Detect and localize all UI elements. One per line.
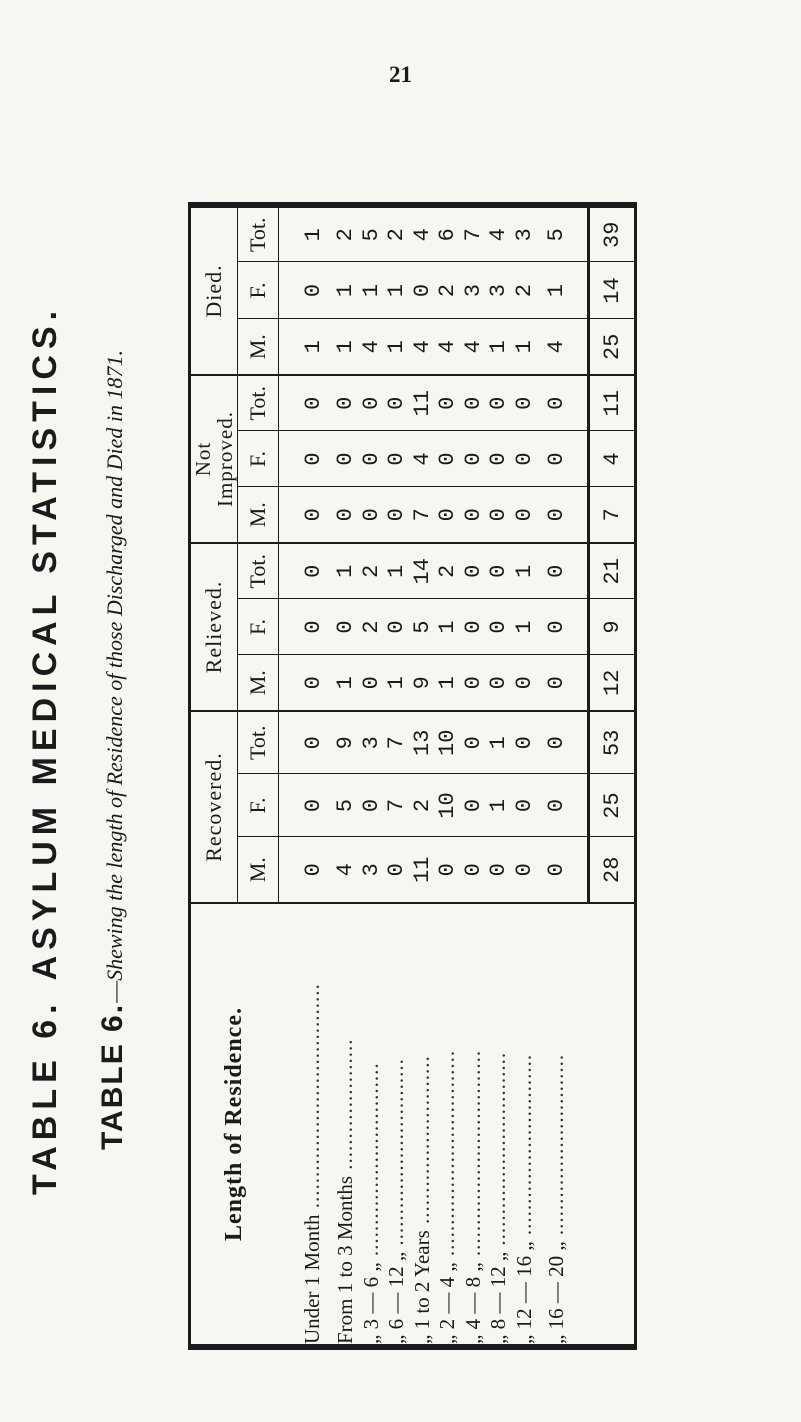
subheader-tot: Tot. bbox=[238, 205, 279, 262]
group-not-improved bbox=[190, 375, 238, 543]
dot-leader: ................................. bbox=[460, 1049, 485, 1263]
row-label-cell bbox=[486, 903, 512, 1347]
cell-rec-f: 0 bbox=[512, 774, 538, 837]
cell-rel-tot: 2 bbox=[435, 543, 461, 599]
total-rel-f: 9 bbox=[589, 599, 636, 655]
row-label-cell bbox=[461, 903, 487, 1347]
cell-rel-m: 0 bbox=[359, 655, 385, 711]
cell-rec-m: 0 bbox=[537, 837, 589, 903]
table-row bbox=[486, 205, 512, 1347]
cell-died-f: 1 bbox=[537, 262, 589, 319]
subheader-m: M. bbox=[238, 655, 279, 711]
cell-rec-tot: 3 bbox=[359, 711, 385, 774]
subheader-tot: Tot. bbox=[238, 711, 279, 774]
cell-ni-m: 0 bbox=[333, 487, 359, 543]
cell-rel-m: 0 bbox=[486, 655, 512, 711]
table-label-repeat: TABLE 6. bbox=[96, 1002, 129, 1151]
dot-leader: ............................. bbox=[511, 1053, 536, 1242]
total-rec-f: 25 bbox=[589, 774, 636, 837]
cell-ni-f: 0 bbox=[435, 431, 461, 487]
cell-ni-tot: 0 bbox=[537, 375, 589, 431]
dot-leader: ............................... bbox=[486, 1051, 511, 1252]
cell-ni-tot: 0 bbox=[384, 375, 410, 431]
cell-ni-m: 0 bbox=[279, 487, 334, 543]
cell-rec-m: 3 bbox=[359, 837, 385, 903]
cell-died-m: 1 bbox=[486, 319, 512, 375]
total-rel-tot: 21 bbox=[589, 543, 636, 599]
row-label-cell bbox=[279, 903, 334, 1347]
total-rec-m: 28 bbox=[589, 837, 636, 903]
table-row bbox=[461, 205, 487, 1347]
table-row bbox=[384, 205, 410, 1347]
cell-rec-f: 1 bbox=[486, 774, 512, 837]
table-heading-text: ASYLUM MEDICAL STATISTICS. bbox=[26, 304, 64, 981]
row-label: „ 3 — 6 „ bbox=[358, 1262, 383, 1344]
group-not-improved-line1: Not bbox=[191, 441, 215, 477]
cell-died-m: 1 bbox=[333, 319, 359, 375]
cell-rel-tot: 0 bbox=[537, 543, 589, 599]
row-label-cell bbox=[410, 903, 436, 1347]
cell-rec-f: 2 bbox=[410, 774, 436, 837]
cell-rec-m: 0 bbox=[512, 837, 538, 903]
cell-died-tot: 6 bbox=[435, 205, 461, 262]
cell-died-tot: 3 bbox=[512, 205, 538, 262]
cell-rel-f: 0 bbox=[537, 599, 589, 655]
cell-ni-tot: 0 bbox=[486, 375, 512, 431]
cell-ni-tot: 0 bbox=[461, 375, 487, 431]
cell-rel-m: 0 bbox=[279, 655, 334, 711]
cell-rel-tot: 0 bbox=[461, 543, 487, 599]
subheader-m: M. bbox=[238, 487, 279, 543]
cell-ni-tot: 11 bbox=[410, 375, 436, 431]
length-header: Length of Residence. bbox=[221, 1007, 248, 1241]
table-row bbox=[359, 205, 385, 1347]
dot-leader: ................................. bbox=[435, 1049, 460, 1263]
cell-died-m: 4 bbox=[461, 319, 487, 375]
table-body bbox=[279, 205, 636, 1347]
cell-rec-m: 0 bbox=[486, 837, 512, 903]
cell-rec-m: 0 bbox=[384, 837, 410, 903]
total-died-m: 25 bbox=[589, 319, 636, 375]
cell-rel-tot: 1 bbox=[512, 543, 538, 599]
cell-ni-f: 0 bbox=[384, 431, 410, 487]
cell-ni-tot: 0 bbox=[279, 375, 334, 431]
cell-rec-f: 0 bbox=[461, 774, 487, 837]
cell-died-f: 2 bbox=[435, 262, 461, 319]
total-died-tot: 39 bbox=[589, 205, 636, 262]
cell-rel-m: 0 bbox=[537, 655, 589, 711]
totals-label-cell bbox=[589, 903, 636, 1347]
cell-died-tot: 2 bbox=[333, 205, 359, 262]
dot-leader: ............................. bbox=[544, 1053, 569, 1242]
cell-rec-tot: 0 bbox=[537, 711, 589, 774]
table-row bbox=[512, 205, 538, 1347]
row-label: „ 12 — 16 „ bbox=[511, 1241, 536, 1344]
cell-died-m: 1 bbox=[279, 319, 334, 375]
cell-ni-f: 0 bbox=[486, 431, 512, 487]
cell-died-tot: 5 bbox=[359, 205, 385, 262]
cell-rel-tot: 0 bbox=[486, 543, 512, 599]
cell-died-f: 0 bbox=[279, 262, 334, 319]
cell-rel-m: 9 bbox=[410, 655, 436, 711]
cell-rel-f: 1 bbox=[435, 599, 461, 655]
cell-rec-tot: 0 bbox=[461, 711, 487, 774]
cell-died-m: 4 bbox=[359, 319, 385, 375]
subheader-tot: Tot. bbox=[238, 375, 279, 431]
cell-died-tot: 4 bbox=[410, 205, 436, 262]
cell-rel-f: 5 bbox=[410, 599, 436, 655]
cell-rec-m: 0 bbox=[435, 837, 461, 903]
cell-rec-tot: 0 bbox=[279, 711, 334, 774]
group-died: Died. bbox=[190, 205, 238, 375]
cell-rec-tot: 13 bbox=[410, 711, 436, 774]
subheader-m: M. bbox=[238, 837, 279, 903]
cell-ni-f: 0 bbox=[359, 431, 385, 487]
cell-rec-f: 0 bbox=[537, 774, 589, 837]
cell-died-f: 1 bbox=[384, 262, 410, 319]
cell-ni-m: 0 bbox=[384, 487, 410, 543]
table-subtitle bbox=[96, 130, 130, 1370]
subheader-f: F. bbox=[238, 599, 279, 655]
page-number: 21 bbox=[389, 62, 412, 87]
row-label: „ 8 — 12 „ bbox=[486, 1251, 511, 1344]
table-row bbox=[279, 205, 334, 1347]
cell-died-tot: 2 bbox=[384, 205, 410, 262]
cell-ni-tot: 0 bbox=[435, 375, 461, 431]
row-label: From 1 to 3 Months bbox=[333, 1175, 358, 1344]
cell-died-tot: 1 bbox=[279, 205, 334, 262]
cell-ni-m: 0 bbox=[359, 487, 385, 543]
cell-rel-f: 0 bbox=[486, 599, 512, 655]
table-row bbox=[537, 205, 589, 1347]
table-heading bbox=[26, 130, 65, 1370]
cell-died-m: 4 bbox=[537, 319, 589, 375]
cell-died-f: 1 bbox=[359, 262, 385, 319]
cell-rel-m: 1 bbox=[384, 655, 410, 711]
cell-rel-tot: 1 bbox=[333, 543, 359, 599]
dot-leader: ..................... bbox=[333, 1038, 358, 1176]
row-label: „ 4 — 8 „ bbox=[460, 1262, 485, 1344]
cell-rec-f: 7 bbox=[384, 774, 410, 837]
cell-rec-m: 0 bbox=[279, 837, 334, 903]
cell-ni-f: 0 bbox=[333, 431, 359, 487]
row-label-cell bbox=[512, 903, 538, 1347]
cell-died-f: 2 bbox=[512, 262, 538, 319]
row-label-cell bbox=[359, 903, 385, 1347]
table-row bbox=[333, 205, 359, 1347]
row-label: „ 2 — 4 „ bbox=[435, 1262, 460, 1344]
cell-rel-f: 2 bbox=[359, 599, 385, 655]
cell-ni-tot: 0 bbox=[512, 375, 538, 431]
cell-rel-f: 0 bbox=[461, 599, 487, 655]
subtitle-text: Shewing the length of Residence of those Discharged and Died in 1871. bbox=[102, 349, 127, 981]
table-row bbox=[410, 205, 436, 1347]
dot-leader: .................................... bbox=[300, 983, 325, 1215]
table-row bbox=[435, 205, 461, 1347]
cell-rel-f: 1 bbox=[512, 599, 538, 655]
cell-rel-tot: 14 bbox=[410, 543, 436, 599]
row-label-cell bbox=[333, 903, 359, 1347]
cell-rel-tot: 2 bbox=[359, 543, 385, 599]
cell-died-m: 4 bbox=[435, 319, 461, 375]
cell-rec-m: 0 bbox=[461, 837, 487, 903]
total-ni-m: 7 bbox=[589, 487, 636, 543]
cell-rec-tot: 0 bbox=[512, 711, 538, 774]
total-ni-f: 4 bbox=[589, 431, 636, 487]
row-label-cell bbox=[384, 903, 410, 1347]
cell-rec-tot: 7 bbox=[384, 711, 410, 774]
cell-rel-tot: 0 bbox=[279, 543, 334, 599]
cell-rec-f: 0 bbox=[359, 774, 385, 837]
total-died-f: 14 bbox=[589, 262, 636, 319]
cell-rec-f: 10 bbox=[435, 774, 461, 837]
cell-rec-f: 0 bbox=[279, 774, 334, 837]
cell-rel-m: 1 bbox=[333, 655, 359, 711]
subheader-f: F. bbox=[238, 774, 279, 837]
row-label: „ 16 — 20 „ bbox=[544, 1241, 569, 1344]
dot-leader: .............................. bbox=[384, 1058, 409, 1252]
subtitle-dash: — bbox=[102, 980, 127, 1003]
cell-rec-tot: 9 bbox=[333, 711, 359, 774]
total-ni-tot: 11 bbox=[589, 375, 636, 431]
cell-ni-m: 0 bbox=[512, 487, 538, 543]
subheader-f: F. bbox=[238, 262, 279, 319]
group-relieved: Relieved. bbox=[190, 543, 238, 711]
cell-died-f: 1 bbox=[333, 262, 359, 319]
cell-died-m: 1 bbox=[384, 319, 410, 375]
cell-ni-m: 0 bbox=[435, 487, 461, 543]
cell-died-f: 3 bbox=[461, 262, 487, 319]
cell-rec-m: 11 bbox=[410, 837, 436, 903]
cell-ni-tot: 0 bbox=[359, 375, 385, 431]
cell-ni-f: 0 bbox=[461, 431, 487, 487]
residence-table bbox=[188, 202, 637, 1350]
cell-ni-m: 0 bbox=[537, 487, 589, 543]
cell-died-tot: 7 bbox=[461, 205, 487, 262]
cell-died-f: 0 bbox=[410, 262, 436, 319]
table-label: TABLE 6. bbox=[26, 998, 64, 1196]
cell-ni-m: 0 bbox=[486, 487, 512, 543]
cell-died-f: 3 bbox=[486, 262, 512, 319]
cell-died-m: 1 bbox=[512, 319, 538, 375]
subheader-f: F. bbox=[238, 431, 279, 487]
totals-row bbox=[589, 205, 636, 1347]
cell-rel-m: 0 bbox=[512, 655, 538, 711]
dot-leader: ............................... bbox=[358, 1062, 383, 1263]
cell-ni-f: 0 bbox=[512, 431, 538, 487]
group-recovered: Recovered. bbox=[190, 711, 238, 903]
row-label: „ 6 — 12 „ bbox=[384, 1251, 409, 1344]
cell-rel-f: 0 bbox=[333, 599, 359, 655]
group-not-improved-line2: Improved. bbox=[213, 411, 237, 507]
cell-died-tot: 4 bbox=[486, 205, 512, 262]
cell-rec-tot: 10 bbox=[435, 711, 461, 774]
subheader-m: M. bbox=[238, 319, 279, 375]
cell-ni-tot: 0 bbox=[333, 375, 359, 431]
cell-rel-tot: 1 bbox=[384, 543, 410, 599]
dot-leader: ........................... bbox=[409, 1055, 434, 1231]
cell-died-m: 4 bbox=[410, 319, 436, 375]
cell-ni-m: 0 bbox=[461, 487, 487, 543]
cell-rel-m: 0 bbox=[461, 655, 487, 711]
rotated-table-sheet bbox=[18, 130, 798, 1370]
cell-ni-f: 0 bbox=[279, 431, 334, 487]
cell-died-tot: 5 bbox=[537, 205, 589, 262]
cell-ni-f: 4 bbox=[410, 431, 436, 487]
total-rec-tot: 53 bbox=[589, 711, 636, 774]
row-label: „ 1 to 2 Years bbox=[409, 1230, 434, 1344]
row-label-cell bbox=[435, 903, 461, 1347]
cell-rec-tot: 1 bbox=[486, 711, 512, 774]
cell-rel-f: 0 bbox=[279, 599, 334, 655]
row-label-cell bbox=[537, 903, 589, 1347]
cell-rel-m: 1 bbox=[435, 655, 461, 711]
cell-rec-m: 4 bbox=[333, 837, 359, 903]
cell-rel-f: 0 bbox=[384, 599, 410, 655]
subheader-tot: Tot. bbox=[238, 543, 279, 599]
cell-rec-f: 5 bbox=[333, 774, 359, 837]
total-rel-m: 12 bbox=[589, 655, 636, 711]
cell-ni-f: 0 bbox=[537, 431, 589, 487]
row-label: Under 1 Month bbox=[300, 1214, 325, 1344]
cell-ni-m: 7 bbox=[410, 487, 436, 543]
